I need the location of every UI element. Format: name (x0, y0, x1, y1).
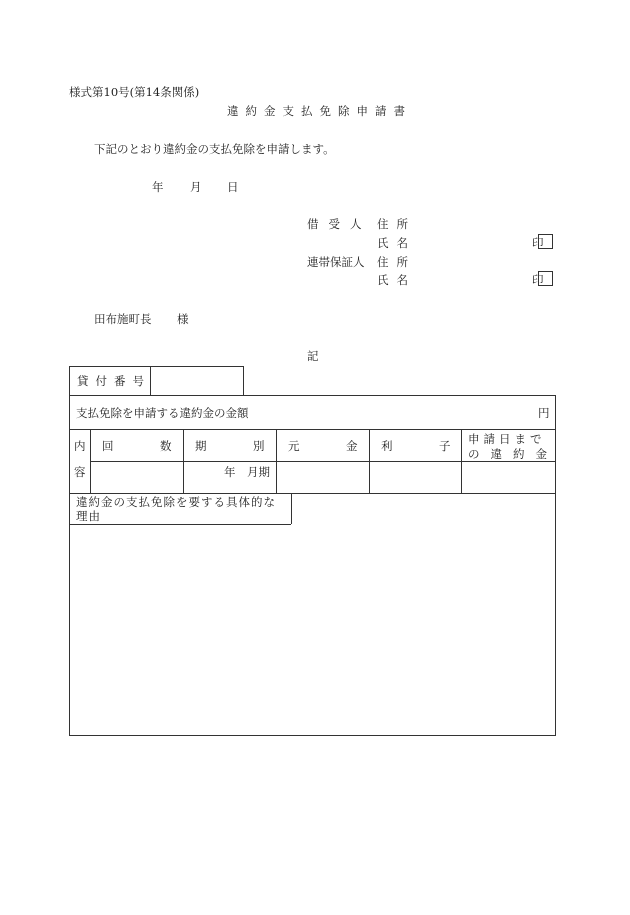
guarantor-address-label: 住所 (377, 255, 416, 269)
header-interest-b: 子 (439, 439, 451, 453)
header-principal-b: 金 (346, 439, 358, 453)
guarantor-seal-box (538, 271, 553, 286)
date-year[interactable]: 年 (152, 180, 164, 194)
amount-label: 支払免除を申請する違約金の金額 (76, 406, 249, 420)
contents-label-1: 内 (74, 439, 86, 453)
borrower-seal-label: 印 (532, 236, 544, 250)
header-interest-a: 利 (381, 439, 393, 453)
ki-label: 記 (307, 349, 319, 363)
principal-field[interactable] (277, 462, 369, 493)
guarantor-label: 連帯保証人 (307, 255, 365, 269)
borrower-seal-box (538, 234, 553, 249)
header-count-b: 数 (160, 439, 172, 453)
header-period-a: 期 (195, 439, 207, 453)
interest-field[interactable] (370, 462, 461, 493)
borrower-address-label: 住所 (377, 217, 416, 231)
form-title: 違約金支払免除申請書 (227, 104, 412, 118)
header-count-a: 回 (102, 439, 114, 453)
amount-unit: 円 (538, 406, 550, 420)
period-field[interactable]: 年 月期 (224, 465, 270, 479)
addressee: 田布施町長 (94, 312, 152, 326)
count-field[interactable] (91, 462, 183, 493)
date-day[interactable]: 日 (227, 180, 239, 194)
borrower-name-label: 氏名 (377, 236, 416, 250)
header-period-b: 別 (253, 439, 265, 453)
guarantor-seal-label: 印 (532, 273, 544, 287)
guarantor-name-label: 氏名 (377, 273, 416, 287)
reason-label: 違約金の支払免除を要する具体的な理由 (76, 495, 276, 523)
intro-text: 下記のとおり違約金の支払免除を申請します。 (94, 142, 335, 156)
penalty-field[interactable] (462, 462, 555, 493)
header-penalty-2: の違約金 (468, 447, 558, 461)
header-penalty-1: 申請日まで (468, 432, 546, 446)
honorific: 様 (177, 312, 189, 326)
form-number: 様式第10号(第14条関係) (69, 85, 200, 99)
loan-number-label: 貸付番号 (77, 374, 151, 388)
date-month[interactable]: 月 (190, 180, 202, 194)
borrower-label: 借受人 (307, 217, 372, 231)
reason-field[interactable] (70, 525, 555, 735)
loan-number-field[interactable] (151, 367, 243, 395)
header-principal-a: 元 (288, 439, 300, 453)
contents-label-2: 容 (74, 465, 86, 479)
